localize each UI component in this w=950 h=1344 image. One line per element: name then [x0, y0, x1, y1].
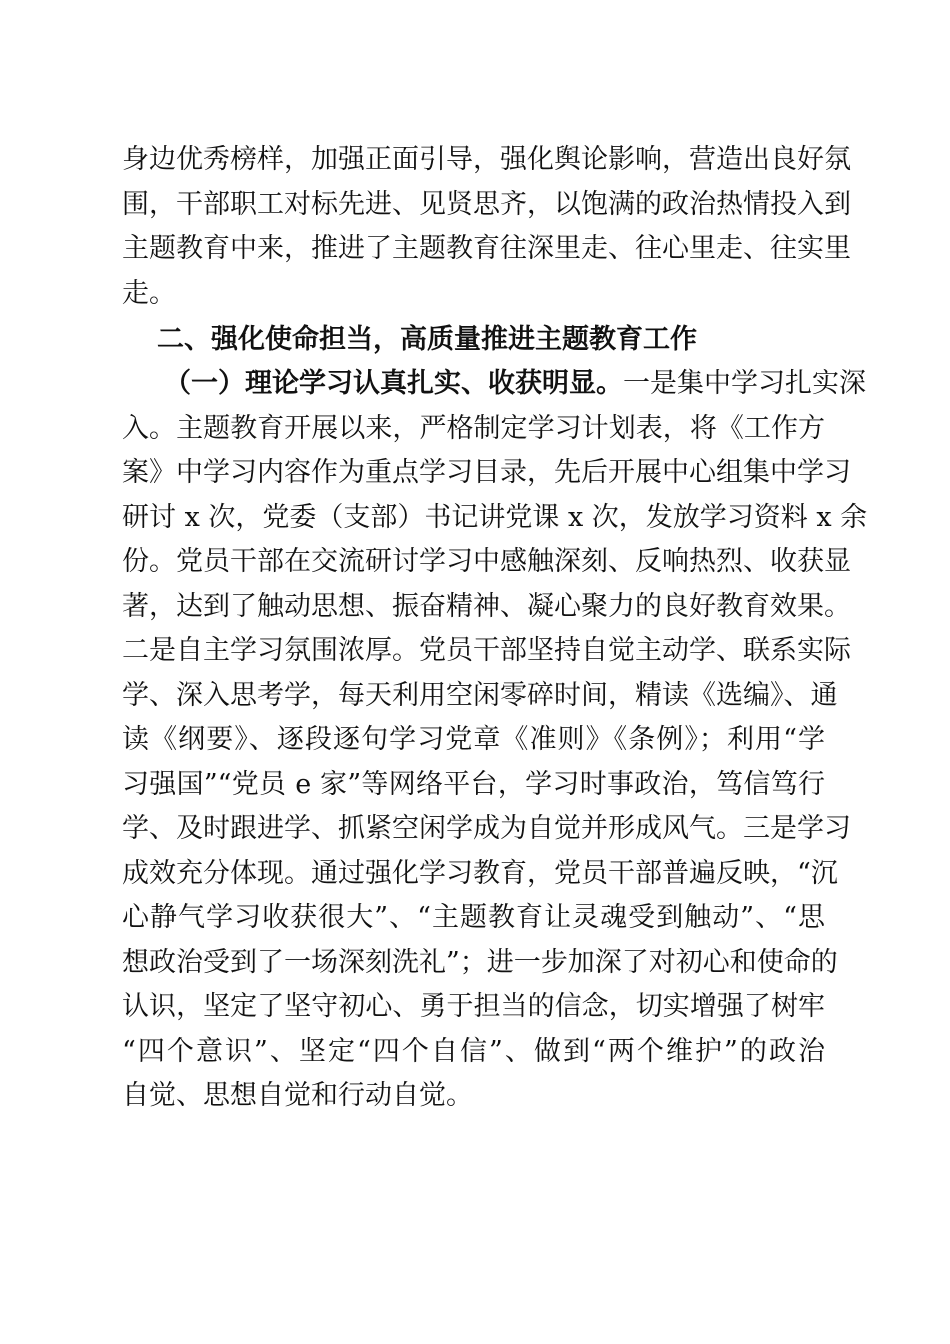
paragraph-line: 心静气学习收获很大”、“主题教育让灵魂受到触动”、“思	[122, 902, 825, 933]
subsection-heading: （一）理论学习认真扎实、收获明显。	[164, 368, 623, 399]
paragraph-line: 份。党员干部在交流研讨学习中感触深刻、反响热烈、收获显	[122, 546, 851, 577]
paragraph-continuation	[122, 138, 851, 316]
paragraph-line: 著，达到了触动思想、振奋精神、凝心聚力的良好教育效果。	[122, 590, 851, 622]
paragraph-line: 自觉、思想自觉和行动自觉。	[122, 1080, 473, 1111]
paragraph-line: 研讨 x 次，党委（支部）书记讲党课 x 次，发放学习资料 x 余	[122, 501, 868, 533]
paragraph-line: 入。主题教育开展以来，严格制定学习计划表，将《工作方	[122, 412, 825, 444]
paragraph-line: 案》中学习内容作为重点学习目录，先后开展中心组集中学习	[122, 457, 851, 488]
paragraph-theory-study	[122, 362, 868, 1119]
paragraph-line: 学、及时跟进学、抓紧空闲学成为自觉并形成风气。三是学习	[122, 813, 851, 844]
paragraph-line: 二是自主学习氛围浓厚。党员干部坚持自觉主动学、联系实际	[122, 635, 851, 666]
paragraph-first-line	[122, 362, 866, 407]
paragraph-line: 走。	[122, 277, 176, 309]
paragraph-line: 习强国”“党员 e 家”等网络平台，学习时事政治，笃信笃行	[122, 768, 825, 800]
paragraph-line: 围，干部职工对标先进、见贤思齐，以饱满的政治热情投入到	[122, 188, 851, 220]
paragraph-line-rest: 一是集中学习扎实深	[623, 368, 866, 399]
paragraph-line: 身边优秀榜样，加强正面引导，强化舆论影响，营造出良好氛	[122, 144, 851, 175]
paragraph-line: “四个意识”、坚定“四个自信”、做到“两个维护”的政治	[122, 1035, 825, 1067]
paragraph-line: 想政治受到了一场深刻洗礼”；进一步加深了对初心和使命的	[122, 946, 838, 978]
paragraph-line: 学、深入思考学，每天利用空闲零碎时间，精读《选编》、通	[122, 679, 838, 711]
paragraph-line: 成效充分体现。通过强化学习教育，党员干部普遍反映，“沉	[122, 857, 838, 889]
paragraph-line: 主题教育中来，推进了主题教育往深里走、往心里走、往实里	[122, 233, 851, 264]
section-heading: 二、强化使命担当，高质量推进主题教育工作	[157, 324, 697, 355]
paragraph-line: 读《纲要》、逐段逐句学习党章《准则》《条例》；利用“学	[122, 724, 825, 755]
paragraph-line: 认识，坚定了坚守初心、勇于担当的信念，切实增强了树牢	[122, 991, 825, 1022]
section-heading-block	[122, 318, 825, 363]
